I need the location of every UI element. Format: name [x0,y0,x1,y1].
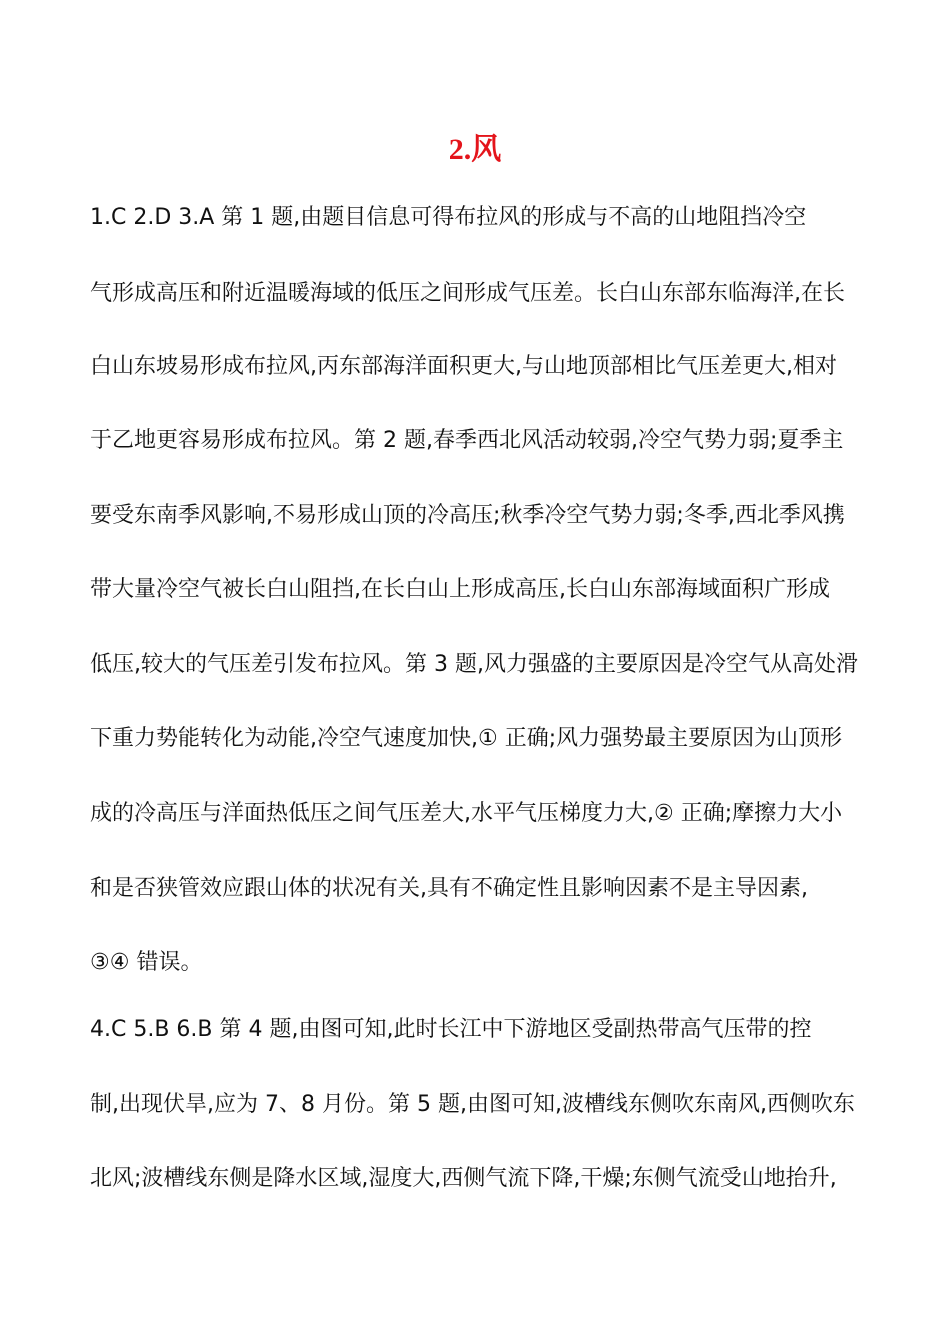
text-line: 北风;波槽线东侧是降水区域,湿度大,西侧气流下降,干燥;东侧气流受山地抬升, [90,1166,837,1191]
page-title: 2.风 [448,133,502,166]
text-line: 成的冷高压与洋面热低压之间气压差大,水平气压梯度力大,② 正确;摩擦力大小 [90,801,843,826]
text-line: 低压,较大的气压差引发布拉风。第 3 题,风力强盛的主要原因是冷空气从高处滑 [90,652,858,677]
text-line: 下重力势能转化为动能,冷空气速度加快,① 正确;风力强势最主要原因为山顶形 [90,726,843,751]
text-line: 带大量冷空气被长白山阻挡,在长白山上形成高压,长白山东部海域面积广形成 [90,577,830,602]
text-line: 1.C 2.D 3.A 第 1 题,由题目信息可得布拉风的形成与不高的山地阻挡冷空 [90,205,807,230]
text-line: 白山东坡易形成布拉风,丙东部海洋面积更大,与山地顶部相比气压差更大,相对 [90,354,837,379]
text-line: 4.C 5.B 6.B 第 4 题,由图可知,此时长江中下游地区受副热带高气压带的控 [90,1017,812,1042]
text-line: 和是否狭管效应跟山体的状况有关,具有不确定性且影响因素不是主导因素, [90,876,808,901]
text-line: ③④ 错误。 [90,950,203,975]
text-line: 气形成高压和附近温暖海域的低压之间形成气压差。长白山东部东临海洋,在长 [90,281,845,306]
text-line: 要受东南季风影响,不易形成山顶的冷高压;秋季冷空气势力弱;冬季,西北季风携 [90,503,845,528]
text-line: 制,出现伏旱,应为 7、8 月份。第 5 题,由图可知,波槽线东侧吹东南风,西侧吹东 [90,1092,855,1117]
text-line: 于乙地更容易形成布拉风。第 2 题,春季西北风活动较弱,冷空气势力弱;夏季主 [90,428,844,453]
